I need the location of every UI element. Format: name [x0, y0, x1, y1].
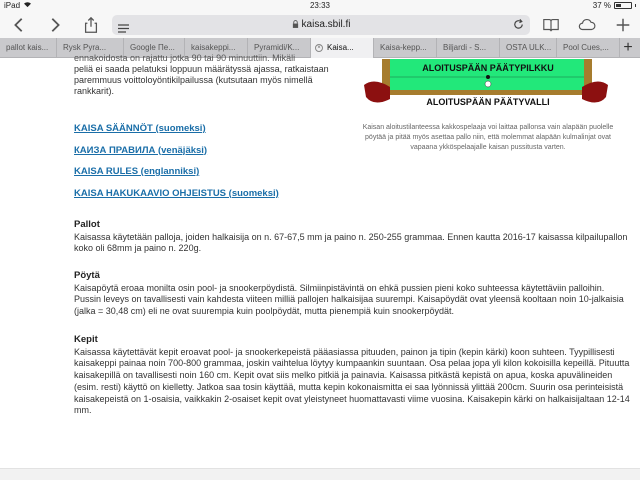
cloud-icon: [578, 16, 596, 34]
tab-7[interactable]: Kaisa-kepp...: [374, 38, 437, 58]
section-body: Kaisassa käytettävät kepit eroavat pool- ja snookerkepeistä pääasiassa pituuden, painon ja tipin (kepin kärki) koon suhteen. Tyypillisesti kaisakeppi painaa noin 700-800 grammaa, joskin vaihtelua löytyy kumpaankin suuntaan. Osa pelaa jopa yli kilon kokoisilla kepeillä. Pituutta kaisakepillä on tavallisesti noin 160 cm. Kepit ovat siis melko pitkiä ja painavia. Kaisassa pitkästä kepistä on apua, koska apuvälineiden (esim. resti) käyttö on kielletty. Jatkoa saa tosin käyttää, mutta kepin kokonaismitta ei saa lyönnissä ylittää 200cm. Suurin osa perinteisistä kaisakepeistä on 1-osaisia, vaikkakin 2-osaiset kepit ovat yleistyneet huomattavasti viime vuosina. Kaisakepin kärki on halkaisijaltaan 12-14 mm.: [74, 346, 630, 416]
section-body: Kaisassa käytetään palloja, joiden halkaisija on n. 67-67,5 mm ja paino n. 250-255 grammaa. Ennen kautta 2016-17 kaisassa kilpailupallon koko oli 68mm ja paino n. 220g.: [74, 231, 628, 254]
diagram-caption: Kaisan aloitustilanteessa kakkospelaaja voi laittaa pallonsa vain alapään puolelle pöytää ja pitää myös asettaa pallo niin, että molemmat alapään kulmalinjat ovat vapaana ykköspelaajalle kaisan pussitusta varten.: [362, 124, 614, 151]
table-diagram: [360, 59, 612, 117]
url-display: [112, 19, 530, 30]
tab-3[interactable]: Google Пе...: [124, 38, 185, 58]
tab-4[interactable]: kaisakeppi...: [185, 38, 248, 58]
section-cues: [74, 334, 630, 417]
tab-2[interactable]: Rysk Pyra...: [57, 38, 124, 58]
head-string-label: ALOITUSPÄÄN PÄÄTYPILKKU: [422, 63, 554, 73]
reload-icon[interactable]: [512, 18, 525, 36]
tab-9[interactable]: OSTA ULK...: [500, 38, 557, 58]
web-page: [0, 53, 640, 468]
link-rules-russian[interactable]: КАИЗА ПРАВИЛА (venäjäksi): [74, 144, 208, 156]
section-balls: [74, 219, 630, 255]
book-icon: [542, 16, 560, 34]
tab-8[interactable]: Biljardi - S...: [437, 38, 500, 58]
plus-icon: [614, 16, 632, 34]
share-button[interactable]: [80, 14, 102, 36]
rule-links: [74, 123, 279, 209]
tab-active[interactable]: × Kaisa...: [311, 38, 374, 58]
intro-text: peliä ei saada pelatuksi loppuun määrätyssä ajassa, ratkaistaan paremmuus voittoloyöntikilpailussa (kutsutaan myös nimellä rankkarit).: [74, 64, 329, 96]
share-icon: [82, 16, 100, 34]
cue-ball: [485, 81, 491, 87]
url-text: kaisa.sbil.fi: [301, 19, 351, 30]
close-tab-icon[interactable]: ×: [315, 44, 323, 52]
battery-icon: [614, 2, 632, 9]
link-rules-english[interactable]: KAISA RULES (englanniksi): [74, 166, 200, 177]
status-bar: [0, 0, 640, 12]
bottom-bar: [0, 468, 640, 480]
add-tab-icon[interactable]: +: [623, 39, 633, 56]
section-title: Pöytä: [74, 270, 100, 281]
intro-cutoff-line: ennakoidosta on rajattu jotka 90 tai 90 minuuttiin. Mikäli: [74, 53, 296, 63]
section-title: Kepit: [74, 334, 98, 345]
browser-toolbar: [0, 12, 640, 38]
device-label: iPad: [4, 1, 21, 10]
address-bar[interactable]: [112, 15, 530, 35]
new-tab-button[interactable]: [612, 14, 634, 36]
link-bracket-guide[interactable]: KAISA HAKUKAAVIO OHJEISTUS (suomeksi): [74, 187, 279, 199]
status-time: 23:33: [309, 1, 331, 10]
back-button[interactable]: [8, 14, 30, 36]
tab-5[interactable]: Pyramidi/K...: [248, 38, 311, 58]
lock-icon: [292, 20, 299, 28]
intro-paragraph: [74, 53, 344, 97]
forward-button[interactable]: [44, 14, 66, 36]
head-rail-label: ALOITUSPÄÄN PÄÄTYVALLI: [426, 97, 550, 107]
tab-10[interactable]: Pool Cues,...: [557, 38, 620, 58]
link-rules-finnish[interactable]: KAISA SÄÄNNÖT (suomeksi): [74, 123, 206, 134]
head-spot: [486, 75, 490, 79]
status-right: [593, 1, 636, 10]
tab-1[interactable]: pallot kais...: [0, 38, 57, 58]
chevron-left-icon: [10, 16, 28, 34]
section-table: [74, 270, 630, 318]
section-title: Pallot: [74, 219, 100, 230]
battery-percent: 37 %: [592, 1, 611, 10]
chevron-right-icon: [46, 16, 64, 34]
bookmarks-button[interactable]: [540, 14, 562, 36]
section-body: Kaisapöytä eroaa monilta osin pool- ja snookerpöydistä. Silmiinpistävintä on ehkä pussien pieni koko suhteessa käytettäviin palloihin. Pussin leveys on tavallisesti vain kahdesta viiteen milliä pallojen halkaisijaa suurempi. Kaisapöydät ovat yleensä kooltaan noin 10-jalkaisia (jalka = 30,48 cm) eli ne ovat suurempia kuin poolpöydät, mutta pienempiä kuin snookerpöydät.: [74, 282, 624, 317]
cloud-tabs-button[interactable]: [576, 14, 598, 36]
